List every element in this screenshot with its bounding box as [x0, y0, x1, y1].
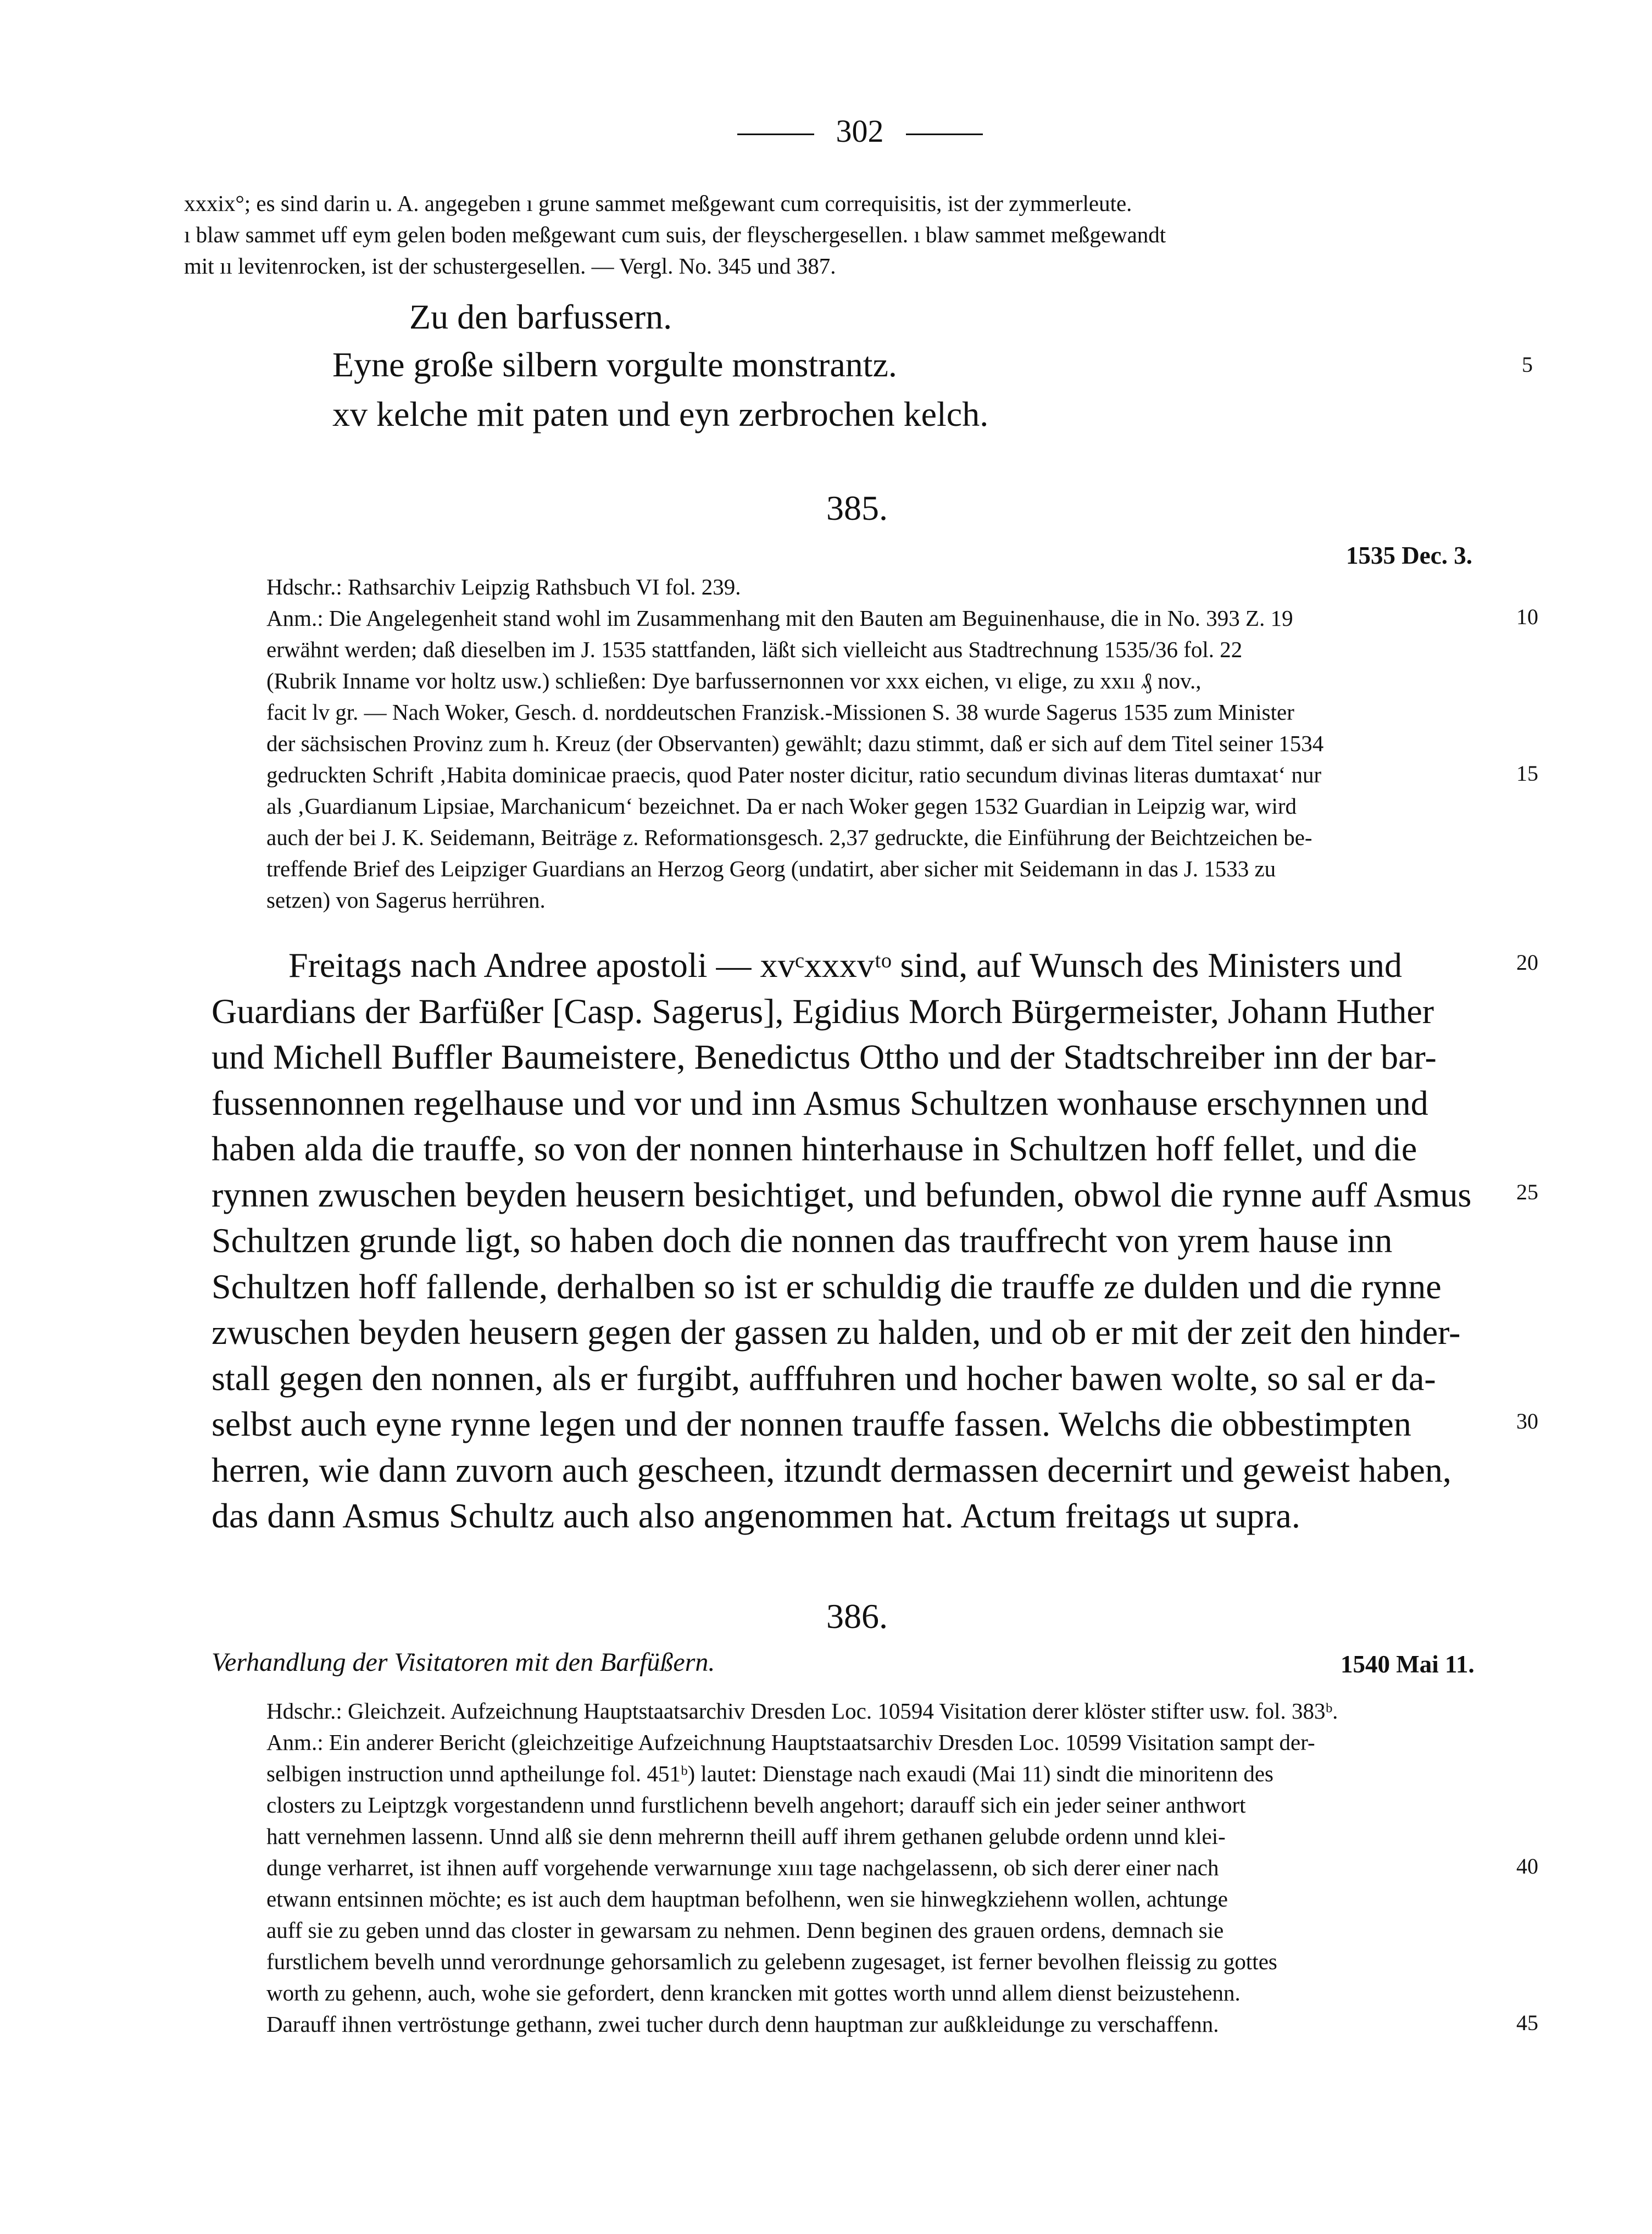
- line-number: 30: [1516, 1409, 1538, 1433]
- line-number: 20: [1516, 950, 1538, 975]
- note-line: setzen) von Sagerus herrühren.: [266, 887, 546, 913]
- text-line: haben alda die trauffe, so von der nonnen hinterhause in Schultzen hoff fellet, und die: [212, 1129, 1417, 1168]
- text-line: Freitags nach Andree apostoli — xvᶜxxxvᵗᵒ sind, auf Wunsch des Ministers und: [288, 946, 1403, 985]
- line-number: 40: [1516, 1854, 1538, 1879]
- note-line: xxxix°; es sind darin u. A. angegeben ı grune sammet meßgewant cum correquisitis, ist der zymmerleute.: [184, 191, 1132, 216]
- note-line: closters zu Leiptzgk vorgestandenn unnd furstlichenn bevelh angehort; darauff sich ein jeder seiner anthwort: [266, 1792, 1246, 1818]
- text-line: herren, wie dann zuvorn auch gescheen, itzundt dermassen decernirt und geweist haben,: [212, 1451, 1451, 1490]
- text-line: Guardians der Barfüßer [Casp. Sagerus], Egidius Morch Bürgermeister, Johann Huther: [212, 992, 1434, 1031]
- page-header: [709, 113, 1011, 149]
- note-line: dunge verharret, ist ihnen auff vorgehende verwarnunge xıııı tage nachgelassenn, ob sich derer einer nach: [266, 1855, 1219, 1880]
- note-line: Anm.: Ein anderer Bericht (gleichzeitige Aufzeichnung Hauptstaatsarchiv Dresden Loc. 10599 Visitation sampt der-: [266, 1730, 1315, 1755]
- line-number: 5: [1522, 352, 1533, 377]
- note-line: erwähnt werden; daß dieselben im J. 1535 stattfanden, läßt sich vielleicht aus Stadtrechnung 1535/36 fol. 22: [266, 637, 1243, 662]
- note-line: auff sie zu geben unnd das closter in gewarsam zu nehmen. Denn beginen des grauen ordens, demnach sie: [266, 1918, 1224, 1943]
- note-line: Anm.: Die Angelegenheit stand wohl im Zusammenhang mit den Bauten am Beguinenhause, die in No. 393 Z. 19: [266, 605, 1293, 631]
- text-line: rynnen zwuschen beyden heusern besichtiget, und befunden, obwol die rynne auff Asmus: [212, 1175, 1472, 1214]
- document-number: 386.: [826, 1597, 888, 1636]
- note-line: selbigen instruction unnd aptheilunge fol. 451ᵇ) lautet: Dienstage nach exaudi (Mai 11) sindt die minoritenn des: [266, 1761, 1273, 1786]
- text-line: und Michell Buffler Baumeistere, Benedictus Ottho und der Stadtschreiber inn der bar-: [212, 1037, 1437, 1076]
- note-line: furstlichem bevelh unnd verordnunge gehorsamlich zu gelebenn zugesaget, ist ferner bevolhen fleissig zu gottes: [266, 1949, 1277, 1974]
- text-line: xv kelche mit paten und eyn zerbrochen kelch.: [332, 394, 989, 434]
- text-line: selbst auch eyne rynne legen und der nonnen trauffe fassen. Welchs die obbestimpten: [212, 1404, 1411, 1443]
- note-line: Darauff ihnen vertröstunge gethann, zwei tucher durch denn hauptman zur außkleidunge zu verschaffenn.: [266, 2011, 1219, 2037]
- text-line: Schultzen hoff fallende, derhalben so ist er schuldig die trauffe ze dulden und die rynne: [212, 1267, 1442, 1306]
- text-line: Zu den barfussern.: [409, 297, 672, 336]
- note-line: facit lv gr. — Nach Woker, Gesch. d. norddeutschen Franzisk.-Missionen S. 38 wurde Sagerus 1535 zum Minister: [266, 699, 1294, 725]
- header-rule-left: [737, 134, 814, 135]
- note-line: mit ıı levitenrocken, ist der schustergesellen. — Vergl. No. 345 und 387.: [184, 253, 836, 279]
- line-number: 10: [1516, 604, 1538, 629]
- text-line: fussennonnen regelhause und vor und inn Asmus Schultzen wonhause erschynnen und: [212, 1083, 1428, 1122]
- note-line: auch der bei J. K. Seidemann, Beiträge z. Reformationsgesch. 2,37 gedruckte, die Einführung der Beichtzeichen be-: [266, 825, 1312, 850]
- text-line: das dann Asmus Schultz auch also angenommen hat. Actum freitags ut supra.: [212, 1496, 1300, 1535]
- note-line: Hdschr.: Rathsarchiv Leipzig Rathsbuch VI fol. 239.: [266, 574, 741, 599]
- note-line: treffende Brief des Leipziger Guardians an Herzog Georg (undatirt, aber sicher mit Seidemann in das J. 1533 zu: [266, 856, 1276, 881]
- document-date: 1535 Dec. 3.: [1346, 542, 1472, 569]
- line-number: 15: [1516, 761, 1538, 786]
- text-line: Eyne große silbern vorgulte monstrantz.: [332, 345, 897, 384]
- text-line: stall gegen den nonnen, als er furgibt, aufffuhren und hocher bawen wolte, so sal er da-: [212, 1359, 1436, 1398]
- note-line: ı blaw sammet uff eym gelen boden meßgewant cum suis, der fleyschergesellen. ı blaw sammet meßgewandt: [184, 222, 1166, 247]
- note-line: etwann entsinnen möchte; es ist auch dem hauptman befolhenn, wen sie hinwegkziehenn wollen, achtunge: [266, 1886, 1228, 1911]
- note-line: der sächsischen Provinz zum h. Kreuz (der Observanten) gewählt; dazu stimmt, daß er sich auf dem Titel seiner 1534: [266, 731, 1324, 756]
- note-line: (Rubrik Inname vor holtz usw.) schließen: Dye barfussernonnen vor xxx eichen, vı elige, zu xxıı ₰ nov.,: [266, 668, 1202, 693]
- note-line: worth zu gehenn, auch, wohe sie gefordert, denn krancken mit gottes worth unnd allem dienst beizustehenn.: [266, 1980, 1241, 2005]
- line-number: 25: [1516, 1180, 1538, 1204]
- document-number: 385.: [826, 488, 888, 527]
- note-line: Hdschr.: Gleichzeit. Aufzeichnung Hauptstaatsarchiv Dresden Loc. 10594 Visitation derer klöster stifter usw. fol. 383ᵇ.: [266, 1698, 1338, 1724]
- note-line: gedruckten Schrift ‚Habita dominicae praecis, quod Pater noster dicitur, ratio secundum divinas literas dumtaxat‘ nur: [266, 762, 1322, 787]
- note-line: hatt vernehmen lassenn. Unnd alß sie denn mehrernn theill auff ihrem gethanen gelubde ordenn unnd klei-: [266, 1824, 1226, 1849]
- note-line: als ‚Guardianum Lipsiae, Marchanicum‘ bezeichnet. Da er nach Woker gegen 1532 Guardian in Leipzig war, wird: [266, 793, 1297, 819]
- line-number: 45: [1516, 2010, 1538, 2035]
- document-date: 1540 Mai 11.: [1340, 1651, 1475, 1678]
- document-title: Verhandlung der Visitatoren mit den Barfüßern.: [212, 1648, 715, 1677]
- page-number: 302: [836, 113, 884, 149]
- text-line: Schultzen grunde ligt, so haben doch die nonnen das trauffrecht von yrem hause inn: [212, 1221, 1393, 1260]
- header-rule-right: [906, 134, 983, 135]
- text-line: zwuschen beyden heusern gegen der gassen zu halden, und ob er mit der zeit den hinder-: [212, 1313, 1461, 1352]
